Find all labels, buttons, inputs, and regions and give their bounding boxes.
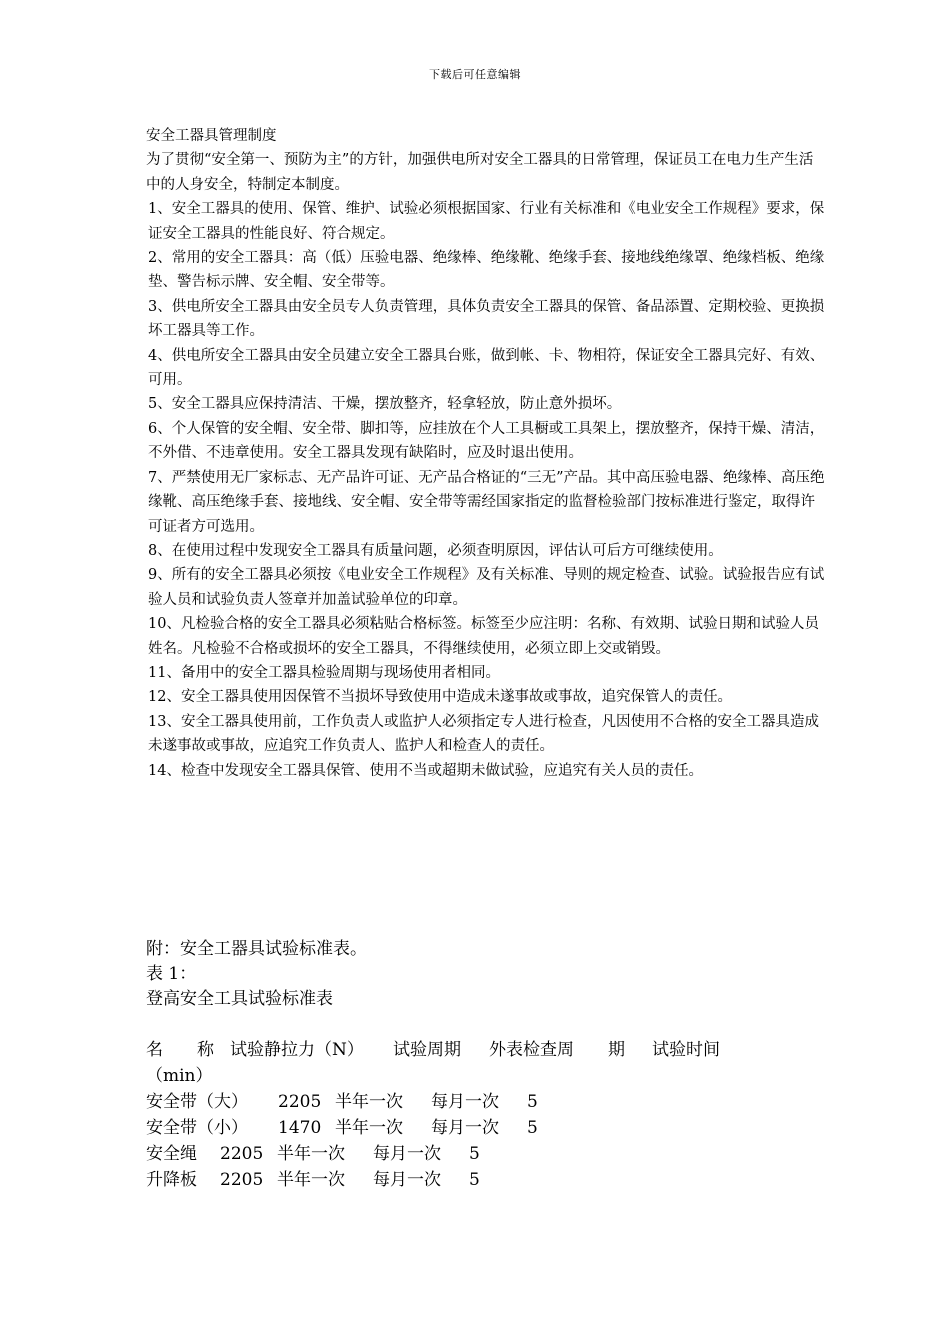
cell-inspect: 每月一次: [373, 1144, 441, 1164]
header-name: 名 称: [146, 1040, 214, 1060]
rule-item: 12、安全工器具使用因保管不当损坏导致使用中造成未遂事故或事故，追究保管人的责任。: [148, 689, 732, 706]
header-cycle: 试验周期: [393, 1040, 461, 1060]
appendix: [146, 937, 826, 1193]
rule-item: 9、所有的安全工器具必须按《电业安全工作规程》及有关标准、导则的规定检查、试验。试验报告应有试验人员和试验负责人签章并加盖试验单位的印章。: [148, 567, 825, 608]
header-time-unit: （min）: [146, 1066, 213, 1086]
cell-force: 1470: [278, 1118, 322, 1138]
table-number: 表 1：: [146, 964, 197, 984]
rule-item: 13、安全工器具使用前，工作负责人或监护人必须指定专人进行检查，凡因使用不合格的安全工器具造成未遂事故或事故，应追究工作负责人、监护人和检查人的责任。: [148, 713, 819, 755]
rule-item: 7、严禁使用无厂家标志、无产品许可证、无产品合格证的“三无”产品。其中高压验电器、绝缘棒、高压绝缘靴、高压绝缘手套、接地线、安全帽、安全带等需经国家指定的监督检验部门按标准进行鉴定，取得许可证者方可选用。: [148, 469, 825, 535]
cell-inspect: 每月一次: [373, 1170, 441, 1190]
rule-item: 3、供电所安全工器具由安全员专人负责管理，具体负责安全工器具的保管、备品添置、定期校验、更换损坏工器具等工作。: [148, 298, 825, 340]
header-force: 试验静拉力（N）: [230, 1040, 364, 1060]
cell-inspect: 每月一次: [431, 1092, 499, 1112]
table-row: [146, 1141, 826, 1167]
rule-item: 14、检查中发现安全工器具保管、使用不当或超期未做试验，应追究有关人员的责任。: [148, 762, 703, 779]
rule-item: 10、凡检验合格的安全工器具必须粘贴合格标签。标签至少应注明：名称、有效期、试验日期和试验人员姓名。凡检验不合格或损坏的安全工器具，不得继续使用，必须立即上交或销毁。: [148, 616, 819, 657]
cell-cycle: 半年一次: [277, 1170, 345, 1190]
rule-item: 6、个人保管的安全帽、安全带、脚扣等，应挂放在个人工具橱或工具架上，摆放整齐，保持干燥、清洁，不外借、不违章使用。安全工器具发现有缺陷时，应及时退出使用。: [148, 420, 825, 462]
header-note: 下载后可任意编辑: [429, 68, 521, 81]
cell-name: 安全绳: [146, 1144, 197, 1164]
header-time: 试验时间: [652, 1040, 720, 1060]
cell-name: 安全带（小）: [146, 1118, 248, 1138]
document-title: 安全工器具管理制度: [146, 128, 277, 144]
rule-item: 11、备用中的安全工器具检验周期与现场使用者相同。: [148, 664, 500, 681]
appendix-heading: 附：安全工器具试验标准表。: [146, 939, 367, 959]
rule-item: 2、常用的安全工器具：高（低）压验电器、绝缘棒、绝缘靴、绝缘手套、接地线绝缘罩、绝缘档板、绝缘垫、警告标示牌、安全帽、安全带等。: [148, 250, 825, 291]
table-row: [146, 1167, 826, 1193]
cell-time: 5: [527, 1118, 538, 1138]
cell-time: 5: [469, 1170, 480, 1190]
cell-inspect: 每月一次: [431, 1118, 499, 1138]
cell-name: 安全带（大）: [146, 1092, 248, 1112]
rule-item: 1、安全工器具的使用、保管、维护、试验必须根据国家、行业有关标准和《电业安全工作规程》要求，保证安全工器具的性能良好、符合规定。: [148, 201, 825, 242]
cell-time: 5: [527, 1092, 538, 1112]
cell-cycle: 半年一次: [335, 1092, 403, 1112]
rule-item: 8、在使用过程中发现安全工器具有质量问题，必须查明原因，评估认可后方可继续使用。: [148, 542, 723, 559]
table-title: 登高安全工具试验标准表: [146, 989, 333, 1009]
rule-item: 4、供电所安全工器具由安全员建立安全工器具台账，做到帐、卡、物相符，保证安全工器具完好、有效、可用。: [148, 347, 825, 389]
header-inspect: 外表检查周 期: [489, 1040, 625, 1060]
cell-force: 2205: [220, 1144, 264, 1164]
cell-time: 5: [469, 1144, 480, 1164]
document-body: [146, 124, 826, 783]
table-header: [146, 1037, 826, 1089]
cell-cycle: 半年一次: [335, 1118, 403, 1138]
document-intro: 为了贯彻“安全第一、预防为主”的方针，加强供电所对安全工器具的日常管理，保证员工在电力生产生活中的人身安全，特制定本制度。: [146, 152, 814, 193]
table-row: [146, 1089, 826, 1115]
cell-cycle: 半年一次: [277, 1144, 345, 1164]
cell-name: 升降板: [146, 1170, 197, 1190]
table-row: [146, 1115, 826, 1141]
cell-force: 2205: [220, 1170, 264, 1190]
cell-force: 2205: [278, 1092, 322, 1112]
rule-item: 5、安全工器具应保持清洁、干燥，摆放整齐，轻拿轻放，防止意外损坏。: [148, 396, 622, 413]
